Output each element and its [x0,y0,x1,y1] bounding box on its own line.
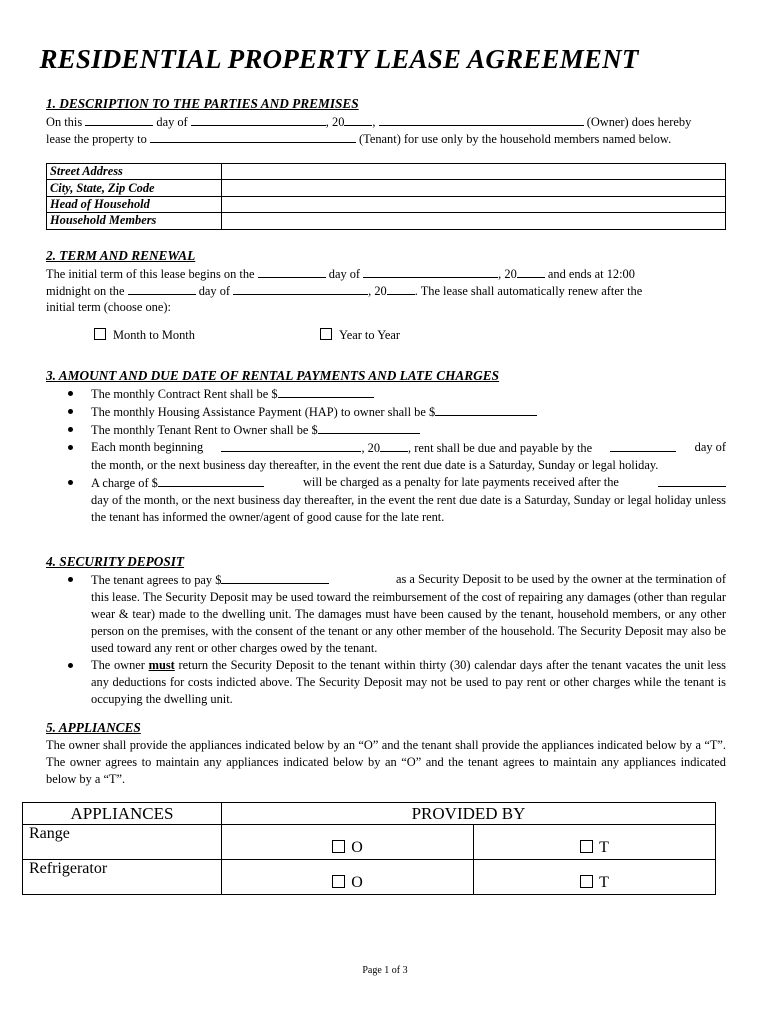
s2-text: day of [198,284,231,298]
s2-text: The initial term of this lease begins on the [46,267,255,281]
end-day-blank[interactable] [128,282,196,295]
section3-list [46,385,726,526]
bullet-icon [68,409,73,414]
head-of-household-field[interactable] [222,196,726,212]
checkbox-icon[interactable] [94,328,106,340]
list-item [46,474,726,526]
page-number: Page 1 of 3 [362,965,408,976]
list-item [46,421,726,439]
s1-text: , 20 [325,115,345,129]
late-charge-blank[interactable] [158,474,264,487]
end-month-blank[interactable] [233,282,368,295]
section4-heading: 4. SECURITY DEPOSIT [46,554,185,569]
s2-text: midnight on the [46,284,125,298]
s2-text: initial term (choose one): [46,300,171,314]
list-item [46,385,726,403]
option-label: Year to Year [339,328,401,342]
owner-mark: O [351,874,363,891]
begin-year-blank[interactable] [380,439,408,452]
owner-mark: O [351,839,363,856]
bullet-icon [68,445,73,450]
bullet-icon [68,480,73,485]
s2-text: , 20 [498,267,517,281]
bullet-icon [68,577,73,582]
owner-provided-cell[interactable] [222,860,474,895]
section5-text: The owner shall provide the appliances indicated below by an “O” and the tenant shall provide the appliances indicated below by a “T”. The owner agrees to maintain any appliances indicated below by an “O” and the tenant agrees to maintain any appliances indicated below by a “T”. [46,738,726,786]
table-row [47,213,726,229]
due-day-blank[interactable] [610,439,676,452]
item-text: will be charged as a penalty for late payments received after the [302,475,619,489]
bullet-icon [68,427,73,432]
late-day-blank[interactable] [658,474,726,487]
option-label: Month to Month [113,328,195,342]
bullet-icon [68,663,73,668]
item-text: as a Security Deposit to be used by the owner at the termination of [396,572,726,586]
appliances-header: APPLIANCES [23,803,222,825]
bullet-icon [68,391,73,396]
tenant-name-blank[interactable] [150,130,356,143]
checkbox-icon[interactable] [580,875,593,888]
item-text: Each month beginning [91,440,204,454]
tenant-mark: T [599,839,609,856]
premises-info-table [46,163,726,230]
s2-text: and ends at 12:00 [547,267,635,281]
owner-name-blank[interactable] [379,113,584,126]
section4-list [46,571,726,708]
deposit-amount-blank[interactable] [221,571,329,584]
item-text: , rent shall be due and payable by the [408,441,593,455]
checkbox-icon[interactable] [320,328,332,340]
city-state-zip-label: City, State, Zip Code [47,180,222,196]
month-to-month-option[interactable] [94,328,195,343]
street-address-label: Street Address [47,164,222,180]
item-text: The owner [91,658,145,672]
item-text: day of the month, or the next business day thereafter, in the event the rent due date is a Saturday, Sunday or legal holiday unless the tenant has informed the owner/agent of good cause for the late rent. [91,493,726,524]
section5-heading: 5. APPLIANCES [46,720,141,735]
start-day-blank[interactable] [258,265,326,278]
checkbox-icon[interactable] [580,840,593,853]
s1-text: day of [156,115,188,129]
household-members-label: Household Members [47,213,222,229]
item-text: this lease. The Security Deposit may be used toward the reimbursement of the cost of repairing any damages (other than regular wear & tear) made to the dwelling unit. The damages must have been caused by the tenant, household members, or any other person on the premises, with the consent of the tenant or any other member of the household. The Security Deposit may also be used toward any rent or other charges owed by the tenant. [91,590,726,655]
section3-heading: 3. AMOUNT AND DUE DATE OF RENTAL PAYMENTS AND LATE CHARGES [46,368,500,383]
item-line [91,474,726,492]
year-to-year-option[interactable] [320,328,400,343]
item-text: return the Security Deposit to the tenant within thirty (30) calendar days after the tenant vacates the unit less any deductions for costs indicted above. The Security Deposit may not be used to pay rent or other charges while the tenant is occupying the dwelling unit. [91,658,726,706]
tenant-provided-cell[interactable] [474,825,716,860]
item-text: The monthly Tenant Rent to Owner shall be $ [91,423,318,437]
item-text: day of [694,440,726,454]
head-of-household-label: Head of Household [47,196,222,212]
begin-month-blank[interactable] [221,439,361,452]
section2-heading: 2. TERM AND RENEWAL [46,248,196,263]
document-title: RESIDENTIAL PROPERTY LEASE AGREEMENT [39,44,639,74]
table-header-row [23,803,716,825]
tenant-provided-cell[interactable] [474,860,716,895]
contract-rent-blank[interactable] [278,385,374,398]
list-item [46,439,726,474]
household-members-field[interactable] [222,213,726,229]
item-text: A charge of $ [91,476,158,490]
year-blank[interactable] [344,113,372,126]
end-year-blank[interactable] [387,282,415,295]
table-row [23,825,716,860]
list-item [46,657,726,708]
owner-provided-cell[interactable] [222,825,474,860]
s2-text: , 20 [368,284,387,298]
table-row [23,860,716,895]
s1-text: , [372,115,376,129]
item-line [91,439,726,457]
section1-text [46,113,726,147]
appliance-name: Range [23,825,222,860]
s1-text: On this [46,115,83,129]
city-state-zip-field[interactable] [222,180,726,196]
s2-text: . The lease shall automatically renew after the [414,284,643,298]
section2-text [46,265,726,316]
section1-heading: 1. DESCRIPTION TO THE PARTIES AND PREMISES [46,96,359,111]
table-row [47,196,726,212]
tenant-rent-blank[interactable] [318,421,420,434]
s1-text: (Tenant) for use only by the household members named below. [359,132,672,146]
item-text: the month, or the next business day thereafter, in the event the rent due date is a Saturday, Sunday or legal holiday. [91,458,659,472]
list-item [46,571,726,657]
s2-text: day of [328,267,361,281]
item-text: The tenant agrees to pay $ [91,573,222,587]
item-text: , 20 [361,441,381,455]
list-item [46,403,726,421]
street-address-field[interactable] [222,164,726,180]
item-text: The monthly Contract Rent shall be $ [91,387,278,401]
start-month-blank[interactable] [363,265,498,278]
month-blank[interactable] [191,113,326,126]
item-text: The monthly Housing Assistance Payment (HAP) to owner shall be $ [91,405,436,419]
start-year-blank[interactable] [517,265,545,278]
appliance-name: Refrigerator [23,860,222,895]
table-row [47,164,726,180]
checkbox-icon[interactable] [332,875,345,888]
appliances-table [22,802,716,895]
s1-text: (Owner) does hereby [586,115,692,129]
emphasis-must: must [148,658,175,672]
item-line [91,571,726,589]
hap-blank[interactable] [435,403,537,416]
provided-by-header: PROVIDED BY [222,803,716,825]
s1-text: lease the property to [46,132,147,146]
day-blank[interactable] [85,113,153,126]
table-row [47,180,726,196]
tenant-mark: T [599,874,609,891]
checkbox-icon[interactable] [332,840,345,853]
